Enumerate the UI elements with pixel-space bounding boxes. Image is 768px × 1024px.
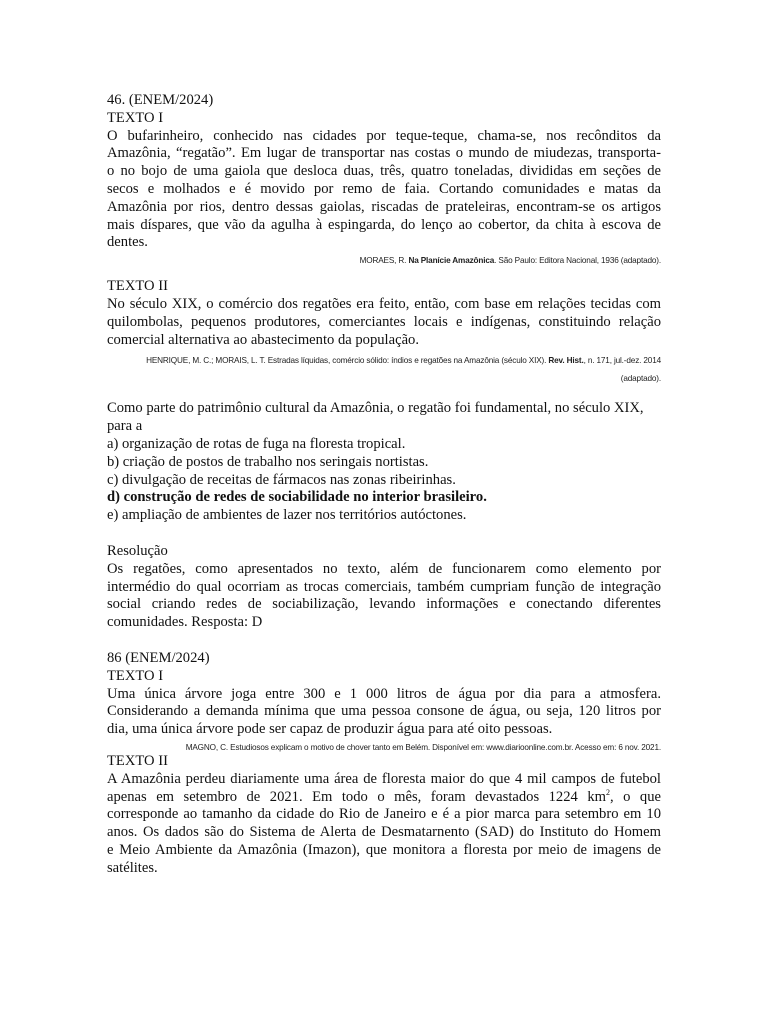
text-line: dentes. — [107, 234, 148, 251]
option-a: a) organização de rotas de fuga na floresta tropical. — [107, 435, 406, 452]
texto-title: TEXTO I — [107, 667, 164, 684]
texto-paragraph — [107, 128, 661, 253]
text-line: dia, uma única árvore pode ser capaz de produzir água para até oito pessoas. — [107, 721, 553, 738]
option-b: b) criação de postos de trabalho nos seringais nortistas. — [107, 453, 429, 470]
citation-text: (adaptado). — [620, 374, 661, 384]
source-citation — [107, 352, 661, 388]
question-header: 86 (ENEM/2024) — [107, 649, 210, 666]
text-line: quilombolas, pequenos produtores, comerciantes locais e indígenas, constituindo relação — [107, 313, 661, 330]
text-line: comercial alternativa ao abastecimento da população. — [107, 331, 419, 348]
stem-line: para a — [107, 418, 143, 435]
question-header: 46. (ENEM/2024) — [107, 92, 214, 108]
answer-options — [107, 436, 661, 525]
text-line: e Meio Ambiente da Amazônia (Imazon), que monitora a floresta por meio de imagens de — [107, 841, 661, 858]
option-c: c) divulgação de receitas de fármacos nas zonas ribeirinhas. — [107, 471, 456, 488]
text-line: Amazônia por rios, dentro dessas gaiolas, riscadas de prateleiras, encontram-se os artigos — [107, 198, 661, 215]
citation-text: . São Paulo: Editora Nacional, 1936 (adaptado). — [494, 256, 661, 266]
text-line: Os regatões, como apresentados no texto, além de funcionarem como elemento por — [107, 560, 661, 577]
text-line: secos e molhados e é movido por remo de faia. Cortando comunidades e matas da — [107, 180, 661, 197]
texto-paragraph — [107, 296, 661, 349]
superscript: 2 — [605, 787, 610, 797]
citation-title: Na Planície Amazônica — [408, 256, 495, 266]
text-line: satélites. — [107, 859, 158, 876]
text-line: A Amazônia perdeu diariamente uma área de floresta maior do que 4 mil campos de futebol — [107, 770, 661, 787]
stem-line: Como parte do patrimônio cultural da Amazônia, o regatão foi fundamental, no século XIX, — [107, 400, 644, 417]
question-stem — [107, 400, 661, 436]
text-fragment: apenas em setembro de 2021. Em todo o mês, foram devastados 1224 km — [107, 788, 606, 805]
resolution-paragraph — [107, 561, 661, 632]
text-line: mais díspares, que vão da agulha à espingarda, do lenço ao cobertor, da chita à escova de — [107, 216, 661, 233]
text-line: comunidades. Resposta: D — [107, 614, 263, 631]
citation-text: , n. 171, jul.-dez. 2014 — [583, 356, 661, 366]
texto-title: TEXTO II — [107, 278, 168, 295]
text-line: intermédio do qual ocorriam as trocas comerciais, também cumpriam função de integração — [107, 578, 661, 595]
text-line: Amazônia, “regatão”. Em lugar de transportar nas costas o mundo de miudezas, transporta- — [107, 145, 661, 162]
citation-title: Rev. Hist. — [548, 356, 584, 366]
document-page — [107, 92, 661, 877]
text-line: anos. Os dados são do Sistema de Alerta de Desmatarnento (SAD) do Instituto do Homem — [107, 824, 661, 841]
texto-paragraph — [107, 771, 661, 878]
source-citation: MAGNO, C. Estudiosos explicam o motivo de chover tanto em Belém. Disponível em: www.diarioonline.com.br. Acesso em: 6 nov. 2021. — [185, 742, 661, 752]
text-line: o no bojo de uma gaiola que desloca duas, três, quatro toneladas, divididas em seções de — [107, 163, 661, 180]
text-line: Considerando a demanda mínima que uma pessoa consone de água, ou seja, 120 litros por — [107, 703, 661, 720]
citation-text: HENRIQUE, M. C.; MORAIS, L. T. Estradas líquidas, comércio sólido: índios e regatões na Amazônia (século XIX). — [146, 356, 549, 366]
text-line: corresponde ao tamanho da cidade do Rio de Janeiro e é a pior marca para setembro em 10 — [107, 806, 661, 823]
citation-text: MORAES, R. — [359, 256, 409, 266]
texto-title: TEXTO II — [107, 752, 168, 769]
text-line: social criando redes de sociabilização, levando informações e conectando diferentes — [107, 596, 661, 613]
resolution-title: Resolução — [107, 542, 168, 559]
option-d-correct: d) construção de redes de sociabilidade no interior brasileiro. — [107, 489, 487, 506]
text-line: O bufarinheiro, conhecido nas cidades por teque-teque, chama-se, nos recônditos da — [107, 127, 661, 144]
option-e: e) ampliação de ambientes de lazer nos territórios autóctones. — [107, 507, 467, 524]
source-citation — [107, 255, 661, 266]
text-line: Uma única árvore joga entre 300 e 1 000 litros de água por dia para a atmosfera. — [107, 685, 661, 702]
texto-title: TEXTO I — [107, 109, 164, 126]
text-line — [107, 789, 661, 807]
texto-paragraph — [107, 686, 661, 739]
text-line: No século XIX, o comércio dos regatões era feito, então, com base em relações tecidas com — [107, 295, 661, 312]
text-fragment: , o que — [609, 788, 661, 805]
